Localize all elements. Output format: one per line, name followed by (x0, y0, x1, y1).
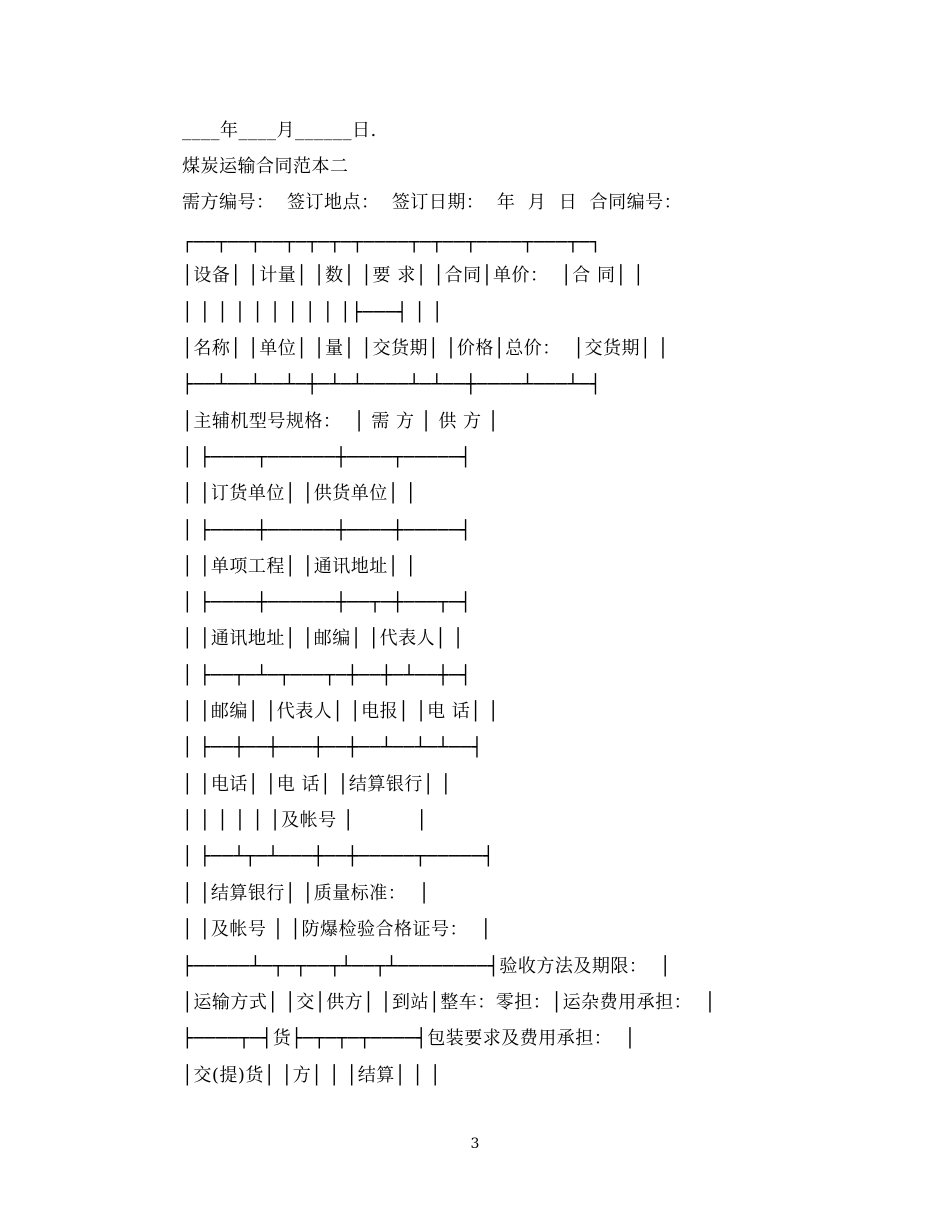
page-number: 3 (470, 1136, 480, 1152)
table-row: │ │及帐号 │ │防爆检验合格证号： │ (182, 919, 492, 940)
table-row: ┌──┬──┬──┬─┬─┬─┬────┬─┬──┬────┬───┬─┐ (182, 232, 602, 253)
table-row: ├────┬─┤货├─┬─┬─┬────┤包装要求及费用承担： │ (182, 1028, 637, 1049)
table-row: │ │订货单位│ │供货单位│ │ (182, 483, 417, 504)
table-row: │ ├──┼──┼───┼──┼──┴──┴─┴──┤ (182, 737, 483, 758)
table-row: │运输方式│ │交│供方│ │到站│整车：零担：│运杂费用承担： │ (182, 992, 716, 1013)
table-row: │ │ │ │ │ │ │ │ │ │├───┤ │ │ (182, 302, 444, 323)
table-row: │设备│ │计量│ │数│ │要 求│ │合同│单价： │合 同│ │ (182, 265, 645, 286)
contract-header-line: 需方编号： 签订地点： 签订日期： 年 月 日 合同编号： (182, 192, 683, 213)
table-row: │ ├──┴┬─┴───┼──┼─────┬─────┤ (182, 846, 495, 867)
date-line: ____年____月______日. (182, 120, 377, 141)
table-row: │ │电话│ │电 话│ │结算银行│ │ (182, 774, 452, 795)
table-row: │ │通讯地址│ │邮编│ │代表人│ │ (182, 628, 465, 649)
table-row: │ │邮编│ │代表人│ │电报│ │电 话│ │ (182, 701, 500, 722)
table-row: │ │结算银行│ │质量标准： │ (182, 883, 431, 904)
table-row: │ ├────┬──────┼────┬─────┤ (182, 447, 472, 468)
table-row: ├─────┴─┬─┬──┬┴──┬┴────────┤验收方法及期限： │ (182, 956, 672, 977)
table-row: │名称│ │单位│ │量│ │交货期│ │价格│总价： │交货期│ │ (182, 338, 669, 359)
table-row: │ ├──┬─┴─┬───┬─┼──┼─┴──┼─┤ (182, 665, 472, 686)
table-row: ├──┴──┴──┴─┼─┴─┴────┴─┴──┼────┴───┴─┤ (182, 374, 602, 395)
table-row: │主辅机型号规格： │ 需 方 │ 供 方 │ (182, 411, 500, 432)
table-row: │ │单项工程│ │通讯地址│ │ (182, 556, 417, 577)
table-row: │ ├────┼──────┼──┬─┼───┬─┤ (182, 592, 472, 613)
document-title: 煤炭运输合同范本二 (182, 156, 349, 177)
table-row: │ ├────┼──────┼────┼─────┤ (182, 520, 472, 541)
table-row: │交(提)货│ │方│ │ │结算│ │ │ (182, 1065, 442, 1086)
table-row: │ │ │ │ │ │及帐号 │ │ (182, 810, 428, 831)
